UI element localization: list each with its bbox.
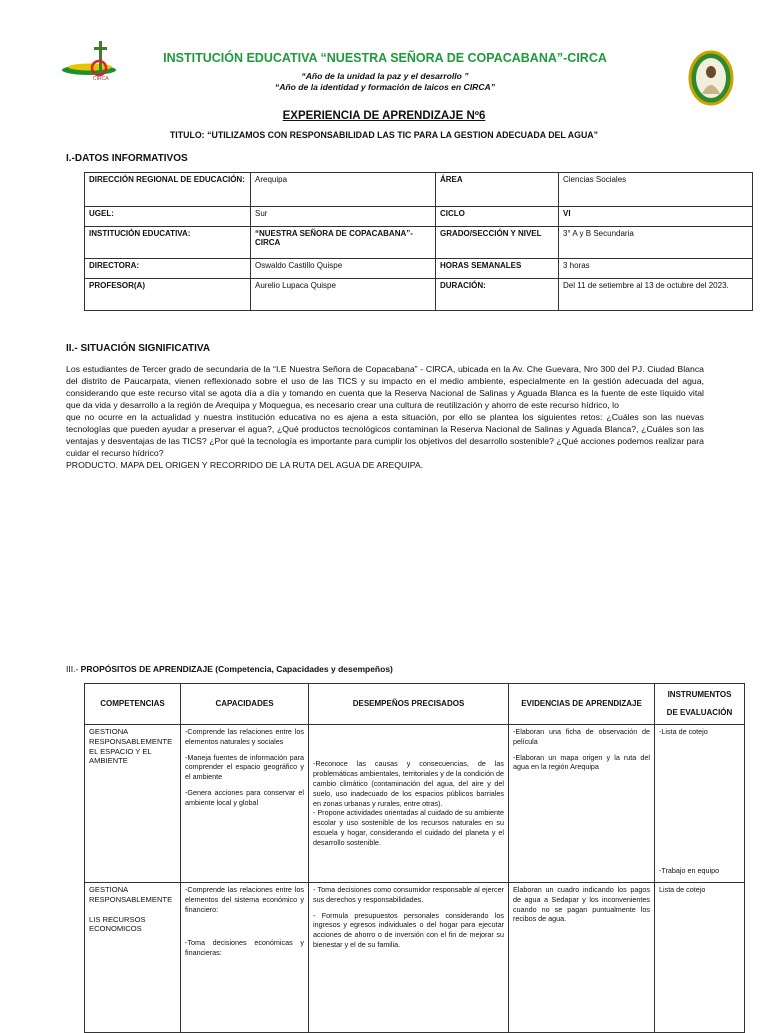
titulo-text: “UTILIZAMOS CON RESPONSABILIDAD LAS TIC PARA LA GESTION ADECUADA DEL AGUA” bbox=[207, 130, 599, 140]
info-value: Del 11 de setiembre al 13 de octubre del 2023. bbox=[559, 279, 753, 311]
section-propositos-title: PROPÓSITOS DE APRENDIZAJE (Competencia, Capacidades y desempeños) bbox=[80, 664, 393, 674]
capacidades-cell bbox=[181, 725, 309, 883]
header-evidencias: EVIDENCIAS DE APRENDIZAJE bbox=[509, 684, 655, 725]
instrumentos-cell: Lista de cotejo bbox=[655, 883, 745, 1033]
info-key: CICLO bbox=[436, 207, 559, 227]
table-header-row bbox=[85, 684, 745, 725]
info-value: VI bbox=[559, 207, 753, 227]
info-value: Sur bbox=[251, 207, 436, 227]
table-row bbox=[85, 227, 753, 259]
info-key: DIRECTORA: bbox=[85, 259, 251, 279]
capacidad: -Maneja fuentes de información para comprender el espacio geográfico y el ambiente bbox=[185, 752, 304, 782]
situacion-paragraph-1: Los estudiantes de Tercer grado de secundaria de la “I.E Nuestra Señora de Copacabana” - CIRCA, ubicada en la Av. Che Guevara, Nro 300 del PJ. Ciudad Blanca del distrito de Paucarpata, vienen reflexionado sobre el uso de las TICS y su impacto en el medio ambiente, especialmente en la gestión adecuada del agua, considerando que este recurso vital se agota día a día y tomando en cuenta que la Reserva Nacional de Salinas y Aguada Blanca es la fuente de este líquido vital que da vida y desarrollo a la región de Arequipa y Moquegua, es necesario crear una cultura de reutilización y ahorro de este recurso hídrico, lo bbox=[66, 364, 704, 410]
desempenos-cell bbox=[309, 883, 509, 1033]
section-situacion-significativa: II.- SITUACIÓN SIGNIFICATIVA bbox=[66, 343, 211, 354]
info-key: PROFESOR(A) bbox=[85, 279, 251, 311]
school-crest-icon bbox=[688, 50, 734, 106]
info-value: Arequipa bbox=[251, 173, 436, 207]
instrumentos-cell bbox=[655, 725, 745, 883]
info-key: HORAS SEMANALES bbox=[436, 259, 559, 279]
table-row bbox=[85, 173, 753, 207]
info-value: 3 horas bbox=[559, 259, 753, 279]
header-desempenos: DESEMPEÑOS PRECISADOS bbox=[309, 684, 509, 725]
table-row bbox=[85, 279, 753, 311]
titulo-line bbox=[0, 130, 768, 140]
purposes-table bbox=[84, 683, 745, 1033]
competencia: GESTIONA RESPONSABLEMENTE bbox=[89, 885, 173, 904]
situacion-paragraph-2: que no ocurre en la actualidad y nuestra institución educativa no es ajena a esta situación, por ello se plantea los siguientes retos: ¿Cuáles son las nuevas tecnologías que pueden ayudar a preservar el agua?, ¿Qué productos tecnológicos contaminan la Reserva Nacional de Salinas y Aguada Blanca?, ¿Cuáles son las ventajas y desventajas de las TICS? ¿Por qué la tecnología es importante para cumplir los objetivos del desarrollo sostenible? ¿Qué acciones podemos realizar para cuidar el recurso hídrico? bbox=[66, 412, 704, 458]
table-row bbox=[85, 725, 745, 883]
table-row bbox=[85, 259, 753, 279]
evidencia: -Elaboran una ficha de observación de película bbox=[513, 727, 650, 746]
table-row bbox=[85, 883, 745, 1033]
section-roman-numeral: III.- bbox=[66, 664, 79, 674]
table-row bbox=[85, 207, 753, 227]
producto-line: PRODUCTO. MAPA DEL ORIGEN Y RECORRIDO DE LA RUTA DEL AGUA DE AREQUIPA. bbox=[66, 460, 424, 470]
evidencias-cell bbox=[509, 725, 655, 883]
motto-line-2: “Año de la identidad y formación de laicos en CIRCA” bbox=[274, 82, 496, 92]
info-key: ÁREA bbox=[436, 173, 559, 207]
evidencias-cell: Elaboran un cuadro indicando los pagos de agua a Sedapar y los inconvenientes cuando no se pagan puntualmente los recibos de agua. bbox=[509, 883, 655, 1033]
info-key: DIRECCIÓN REGIONAL DE EDUCACIÓN: bbox=[85, 173, 251, 207]
competencia-cell: GESTIONA RESPONSABLEMENTE EL ESPACIO Y EL AMBIENTE bbox=[85, 725, 181, 883]
capacidades-cell bbox=[181, 883, 309, 1033]
institution-title: INSTITUCIÓN EDUCATIVA “NUESTRA SEÑORA DE COPACABANA”-CIRCA bbox=[163, 51, 607, 65]
desempeno: - Toma decisiones como consumidor responsable al ejercer sus derechos y responsabilidades. bbox=[313, 885, 504, 904]
competencia: LIS RECURSOS ECONOMICOS bbox=[89, 914, 146, 934]
info-value: Oswaldo Castillo Quispe bbox=[251, 259, 436, 279]
competencia-cell bbox=[85, 883, 181, 1033]
info-key: GRADO/SECCIÓN Y NIVEL bbox=[436, 227, 559, 259]
header-capacidades: CAPACIDADES bbox=[181, 684, 309, 725]
desempeno: - Formula presupuestos personales considerando los ingresos y egresos individuales o del hogar para ejecutar acciones de ahorro o de inversión con el fin de mejorar su bienestar y el de su familia. bbox=[313, 910, 504, 949]
desempeno: - Propone actividades orientadas al cuidado de su ambiente escolar y uso sostenible de los recursos naturales en su escuela y hogar, considerando el cuidado del planeta y el desarrollo sostenible. bbox=[313, 808, 504, 847]
motto-line-1: “Año de la unidad la paz y el desarrollo ” bbox=[301, 71, 469, 81]
info-key: UGEL: bbox=[85, 207, 251, 227]
info-value: “NUESTRA SEÑORA DE COPACABANA”- CIRCA bbox=[251, 227, 436, 259]
header-instrumentos-line-2: DE EVALUACIÓN bbox=[666, 708, 733, 717]
section-datos-informativos: I.-DATOS INFORMATIVOS bbox=[66, 153, 188, 164]
header-instrumentos-line-1: INSTRUMENTOS bbox=[667, 690, 732, 700]
header-competencias: COMPETENCIAS bbox=[85, 684, 181, 725]
info-value: Ciencias Sociales bbox=[559, 173, 753, 207]
capacidad: -Genera acciones para conservar el ambiente local y global bbox=[185, 787, 304, 807]
info-value: Aurelio Lupaca Quispe bbox=[251, 279, 436, 311]
capacidad: -Comprende las relaciones entre los elementos naturales y sociales bbox=[185, 727, 304, 746]
info-value: 3° A y B Secundaria bbox=[559, 227, 753, 259]
capacidad: -Toma decisiones económicas y financieras: bbox=[185, 938, 304, 958]
experience-title: EXPERIENCIA DE APRENDIZAJE Nº6 bbox=[282, 110, 486, 122]
evidencia: -Elaboran un mapa origen y la ruta del agua en la región Arequipa bbox=[513, 752, 650, 772]
info-table bbox=[84, 172, 753, 311]
instrumento: -Lista de cotejo bbox=[659, 727, 708, 736]
section-propositos bbox=[66, 664, 393, 674]
header-instrumentos bbox=[655, 684, 745, 725]
situacion-text bbox=[66, 363, 704, 471]
titulo-label: TITULO: bbox=[169, 130, 205, 140]
circa-logo bbox=[60, 38, 122, 82]
desempeno: -Reconoce las causas y consecuencias, de las problemáticas ambientales, territoriales y de la condición de cambio climático (contaminación del agua, del aire y del suelo, uso inadecuado de los espacios públicos barriales en zonas urbanas y rurales, entre otras). bbox=[313, 759, 504, 808]
info-key: INSTITUCIÓN EDUCATIVA: bbox=[85, 227, 251, 259]
capacidad: -Comprende las relaciones entre los elementos del sistema económico y financiero: bbox=[185, 885, 304, 914]
info-key: DURACIÓN: bbox=[436, 279, 559, 311]
instrumento: -Trabajo en equipo bbox=[659, 866, 720, 876]
svg-text:CIRCA: CIRCA bbox=[93, 76, 109, 82]
desempenos-cell bbox=[309, 725, 509, 883]
